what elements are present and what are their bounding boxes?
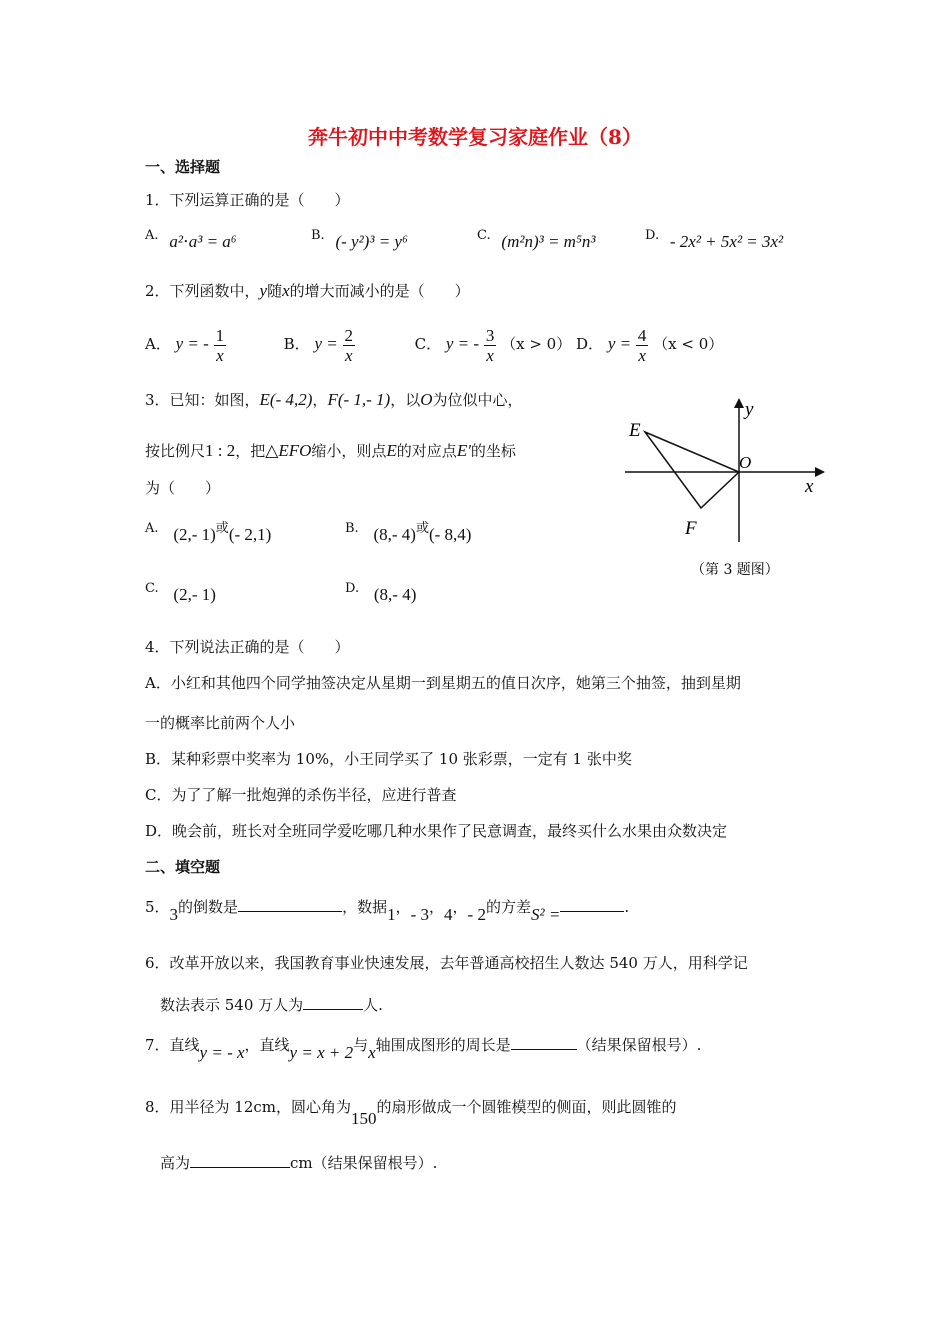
point-f-label: F bbox=[685, 518, 697, 539]
fraction-numerator: 2 bbox=[344, 325, 354, 345]
math-expression: y = bbox=[607, 334, 632, 353]
stem-text: ，以 bbox=[390, 391, 421, 409]
fraction-denominator: x bbox=[216, 345, 224, 365]
coordinate: (8,- 4) bbox=[373, 585, 417, 604]
y-axis-label: y bbox=[745, 399, 754, 420]
data-value: - 3 bbox=[410, 905, 430, 924]
question-3-stem-line3: 为（ ） bbox=[145, 479, 221, 497]
stem-text: 的对应点 bbox=[396, 442, 457, 460]
page-title: 奔牛初中中考数学复习家庭作业（8） bbox=[308, 125, 642, 149]
stem-text: 轴围成图形的周长是 bbox=[375, 1036, 511, 1054]
stem-text: 人. bbox=[363, 996, 383, 1014]
q4-option-a-line1: A．小红和其他四个同学抽签决定从星期一到星期五的值日次序，她第三个抽签，抽到星期 bbox=[145, 674, 741, 692]
option-tag: B. bbox=[311, 228, 325, 243]
fraction-numerator: 4 bbox=[637, 325, 647, 345]
triangle-label: △EFO bbox=[265, 441, 312, 460]
stem-text: （结果保留根号）. bbox=[576, 1036, 702, 1054]
q4-option-d: D．晚会前，班长对全班同学爱吃哪几种水果作了民意调查，最终买什么水果由众数决定 bbox=[145, 822, 728, 840]
section-heading-fill: 二、填空题 bbox=[145, 858, 221, 876]
data-value: 1 bbox=[387, 905, 396, 924]
or-text: 或 bbox=[415, 521, 429, 536]
question-1-stem: 1．下列运算正确的是（ ） bbox=[145, 191, 350, 209]
point-e: E bbox=[386, 441, 397, 460]
q2-option-c bbox=[414, 325, 576, 365]
separator: ， bbox=[395, 898, 411, 916]
q3-option-b bbox=[345, 520, 471, 550]
point-e-label: E bbox=[629, 420, 641, 441]
q4-option-a-line2: 一的概率比前两个人小 bbox=[145, 714, 296, 732]
fraction bbox=[214, 326, 227, 365]
option-tag: B． bbox=[283, 335, 310, 353]
q1-option-c bbox=[477, 228, 596, 252]
option-tag: A. bbox=[145, 521, 159, 536]
fraction-denominator: x bbox=[345, 345, 353, 365]
stem-text: cm（结果保留根号）. bbox=[290, 1154, 438, 1172]
math-expression: - 2x² + 5x² = 3x² bbox=[669, 232, 784, 251]
stem-text: 3．已知：如图， bbox=[145, 391, 260, 409]
coordinate: (- 8,4) bbox=[428, 525, 472, 544]
or-text: 或 bbox=[215, 521, 229, 536]
math-expression: y = bbox=[314, 334, 338, 353]
option-tag: C． bbox=[414, 335, 442, 353]
option-tag: C. bbox=[477, 228, 491, 243]
stem-text: ，直线 bbox=[244, 1036, 290, 1054]
point-o: O bbox=[420, 390, 433, 409]
line-equation: y = x + 2 bbox=[289, 1043, 354, 1062]
separator: ， bbox=[429, 898, 445, 916]
data-value: 4 bbox=[444, 905, 453, 924]
stem-text: 的增大而减小的是（ ） bbox=[289, 282, 470, 300]
point-o-label: O bbox=[739, 453, 752, 472]
q1-option-a bbox=[145, 228, 237, 252]
fraction-denominator: x bbox=[486, 345, 494, 365]
answer-blank[interactable] bbox=[238, 897, 342, 912]
coordinate: (2,- 1) bbox=[173, 525, 216, 544]
q1-option-d bbox=[645, 228, 784, 252]
question-8-line2 bbox=[160, 1153, 437, 1173]
stem-text: 的扇形做成一个圆锥模型的侧面，则此圆锥的 bbox=[376, 1098, 677, 1116]
coordinate: (8,- 4) bbox=[373, 525, 416, 544]
math-expression: y = - bbox=[175, 334, 209, 353]
stem-text: 按比例尺 bbox=[145, 442, 206, 460]
line-equation: y = - x bbox=[199, 1043, 245, 1062]
q3-option-c bbox=[145, 580, 216, 610]
q1-option-b bbox=[311, 228, 408, 252]
section-heading-choice: 一、选择题 bbox=[145, 158, 221, 176]
angle-value: 150 bbox=[351, 1109, 377, 1128]
stem-text: 8．用半径为 12cm，圆心角为 bbox=[145, 1098, 352, 1116]
fraction-numerator: 3 bbox=[485, 325, 495, 345]
question-7 bbox=[145, 1030, 701, 1060]
question-number: 5． bbox=[145, 898, 170, 916]
option-tag: C. bbox=[145, 581, 159, 596]
figure-caption: （第 3 题图） bbox=[691, 562, 779, 578]
fraction bbox=[636, 326, 649, 365]
condition-text: （x < 0） bbox=[653, 335, 724, 353]
coordinate: (- 2,1) bbox=[228, 525, 272, 544]
question-4-stem: 4．下列说法正确的是（ ） bbox=[145, 638, 350, 656]
stem-text: 2．下列函数中， bbox=[145, 282, 260, 300]
q2-options bbox=[145, 322, 723, 366]
q4-option-c: C．为了了解一批炮弹的杀伤半径，应进行普查 bbox=[145, 786, 457, 804]
point-e-coord: E(- 4,2) bbox=[259, 390, 313, 409]
option-tag: A． bbox=[145, 335, 171, 353]
answer-blank[interactable] bbox=[560, 897, 624, 912]
math-expression: (- y²)³ = y⁶ bbox=[335, 232, 408, 251]
question-3-stem-line2 bbox=[145, 438, 516, 464]
answer-blank[interactable] bbox=[511, 1035, 577, 1050]
stem-text: 的方差 bbox=[485, 898, 531, 916]
fraction bbox=[484, 326, 497, 365]
q4-option-b: B．某种彩票中奖率为 10%，小王同学买了 10 张彩票，一定有 1 张中奖 bbox=[145, 750, 632, 768]
stem-text: 缩小，则点 bbox=[311, 442, 387, 460]
point-f-coord: F(- 1,- 1) bbox=[327, 390, 391, 409]
math-expression: (m²n)³ = m⁵n³ bbox=[501, 232, 596, 251]
x-axis-label: x bbox=[805, 476, 814, 497]
math-expression: y = - bbox=[445, 334, 480, 353]
stem-text: 的坐标 bbox=[470, 442, 516, 460]
q2-option-d bbox=[576, 325, 724, 365]
stem-text: 随 bbox=[267, 282, 283, 300]
math-number: 3 bbox=[169, 905, 179, 924]
q3-figure bbox=[615, 390, 840, 590]
answer-blank[interactable] bbox=[190, 1153, 290, 1168]
math-var: x bbox=[282, 281, 290, 300]
option-tag: D． bbox=[576, 335, 604, 353]
fraction bbox=[343, 326, 356, 365]
stem-text: ，把 bbox=[235, 442, 266, 460]
question-3-stem-line1 bbox=[145, 383, 523, 417]
math-var: x bbox=[368, 1043, 376, 1062]
data-value: - 2 bbox=[467, 905, 486, 924]
stem-text: 与 bbox=[353, 1036, 369, 1054]
stem-text: ， bbox=[312, 391, 328, 409]
option-tag: A. bbox=[145, 228, 159, 243]
answer-blank[interactable] bbox=[303, 995, 363, 1010]
separator: ， bbox=[452, 898, 468, 916]
q3-option-a bbox=[145, 520, 271, 550]
point-e-prime: E′ bbox=[456, 441, 471, 460]
stem-text: . bbox=[624, 898, 630, 916]
stem-text: 的倒数是 bbox=[178, 898, 239, 916]
q2-option-b bbox=[283, 325, 360, 365]
q2-option-a bbox=[145, 325, 231, 365]
option-tag: D. bbox=[345, 581, 360, 596]
variance-symbol: S² = bbox=[530, 905, 561, 924]
option-tag: B. bbox=[345, 521, 359, 536]
question-8-line1 bbox=[145, 1092, 677, 1128]
stem-text: 7．直线 bbox=[145, 1036, 200, 1054]
stem-text: ，数据 bbox=[342, 898, 388, 916]
condition-text: （x > 0） bbox=[501, 335, 572, 353]
stem-text: 数法表示 540 万人为 bbox=[160, 996, 304, 1014]
question-6-line1: 6．改革开放以来，我国教育事业快速发展，去年普通高校招生人数达 540 万人，用科学记 bbox=[145, 954, 748, 972]
x-axis-arrow bbox=[815, 467, 825, 477]
q3-option-d bbox=[345, 580, 416, 610]
fraction-numerator: 1 bbox=[215, 325, 225, 345]
stem-text: 为位似中心， bbox=[432, 391, 523, 409]
fraction-denominator: x bbox=[638, 345, 646, 365]
ratio: 1 : 2 bbox=[205, 441, 236, 460]
question-2-stem bbox=[145, 281, 470, 301]
y-axis-arrow bbox=[734, 398, 744, 408]
stem-text: 高为 bbox=[160, 1154, 191, 1172]
math-expression: a²⋅a³ = a⁶ bbox=[169, 232, 237, 251]
option-tag: D. bbox=[645, 228, 660, 243]
question-5 bbox=[145, 892, 629, 922]
question-6-line2 bbox=[160, 995, 383, 1015]
math-var: y bbox=[259, 281, 268, 300]
coordinate: (2,- 1) bbox=[173, 585, 216, 604]
triangle-efo bbox=[645, 432, 739, 508]
